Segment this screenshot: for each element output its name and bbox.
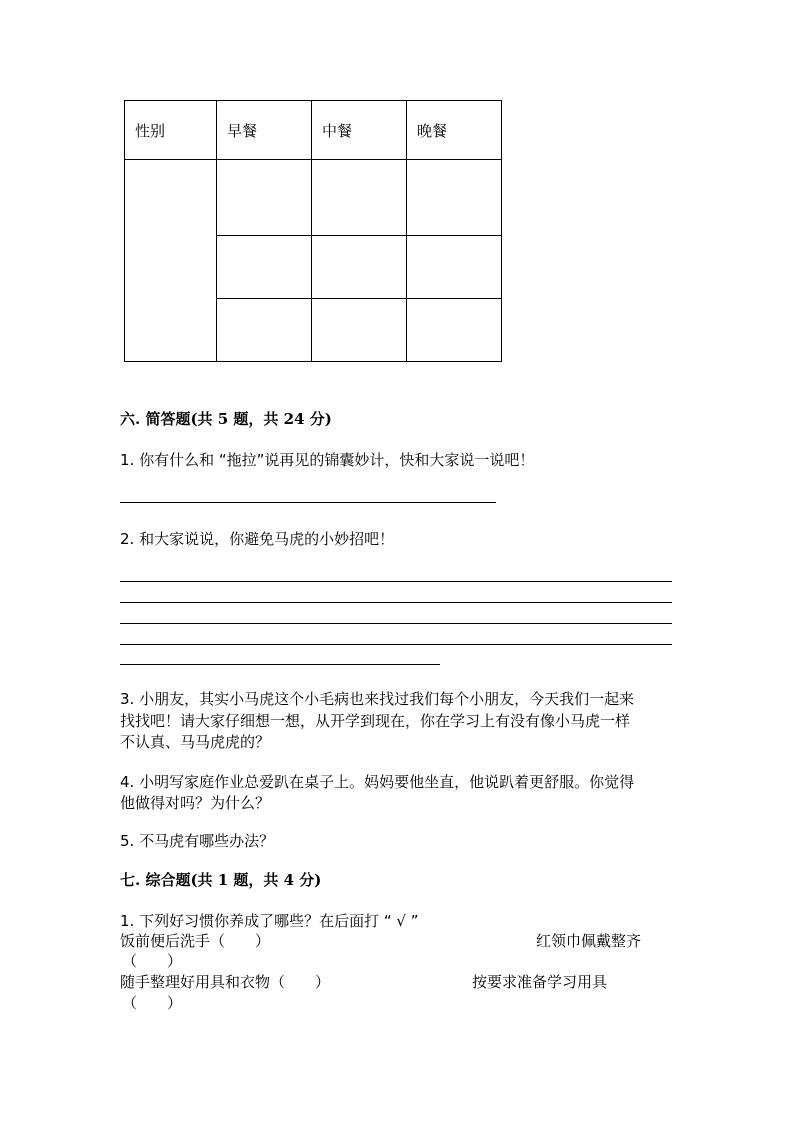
answer-line[interactable] (120, 664, 440, 665)
habit-item-wash-hands: 饭前便后洗手（ ） (120, 932, 271, 950)
table-cell[interactable] (407, 160, 502, 236)
table-cell[interactable] (312, 160, 407, 236)
table-cell[interactable] (217, 299, 312, 362)
habit-item-tidy-up: 随手整理好用具和衣物（ ） (120, 973, 331, 991)
table-header-lunch: 中餐 (312, 101, 407, 160)
question-6-1: 1. 你有什么和 “拖拉”说再见的锦囊妙计，快和大家说一说吧！ (120, 451, 535, 469)
answer-line[interactable] (120, 623, 672, 624)
question-6-2: 2. 和大家说说，你避免马虎的小妙招吧！ (120, 530, 395, 548)
answer-line[interactable] (120, 502, 496, 503)
table-cell[interactable] (407, 299, 502, 362)
question-6-4-line1: 4. 小明写家庭作业总爱趴在桌子上。妈妈要他坐直，他说趴着更舒服。你觉得 (120, 773, 635, 791)
table-header-gender: 性别 (125, 101, 217, 160)
section6-title: 六. 简答题(共 5 题，共 24 分) (120, 410, 332, 428)
section7-title: 七. 综合题(共 1 题，共 4 分) (120, 871, 322, 889)
question-7-1: 1. 下列好习惯你养成了哪些？在后面打 “ √ ” (120, 912, 419, 930)
table-cell[interactable] (312, 236, 407, 299)
habit-item-school-supplies-blank[interactable]: （ ） (122, 994, 183, 1012)
table-header-dinner: 晚餐 (407, 101, 502, 160)
table-cell[interactable] (312, 299, 407, 362)
question-6-3-line1: 3. 小朋友，其实小马虎这个小毛病也来找过我们每个小朋友，今天我们一起来 (120, 690, 635, 708)
question-6-3-line2: 找找吧！请大家仔细想一想，从开学到现在，你在学习上有没有像小马虎一样 (120, 712, 631, 730)
meal-table (124, 100, 502, 362)
answer-line[interactable] (120, 581, 672, 582)
table-cell[interactable] (217, 236, 312, 299)
table-header-breakfast: 早餐 (217, 101, 312, 160)
table-cell[interactable] (125, 160, 217, 362)
question-6-4-line2: 他做得对吗？为什么？ (120, 794, 271, 812)
table-cell[interactable] (407, 236, 502, 299)
answer-line[interactable] (120, 602, 672, 603)
answer-line[interactable] (120, 644, 672, 645)
question-6-3-line3: 不认真、马马虎虎的？ (120, 733, 271, 751)
question-6-5: 5. 不马虎有哪些办法？ (120, 832, 275, 850)
habit-item-red-scarf-blank[interactable]: （ ） (122, 952, 183, 970)
habit-item-red-scarf: 红领巾佩戴整齐 (536, 932, 642, 950)
table-cell[interactable] (217, 160, 312, 236)
habit-item-school-supplies: 按要求准备学习用具 (472, 973, 608, 991)
